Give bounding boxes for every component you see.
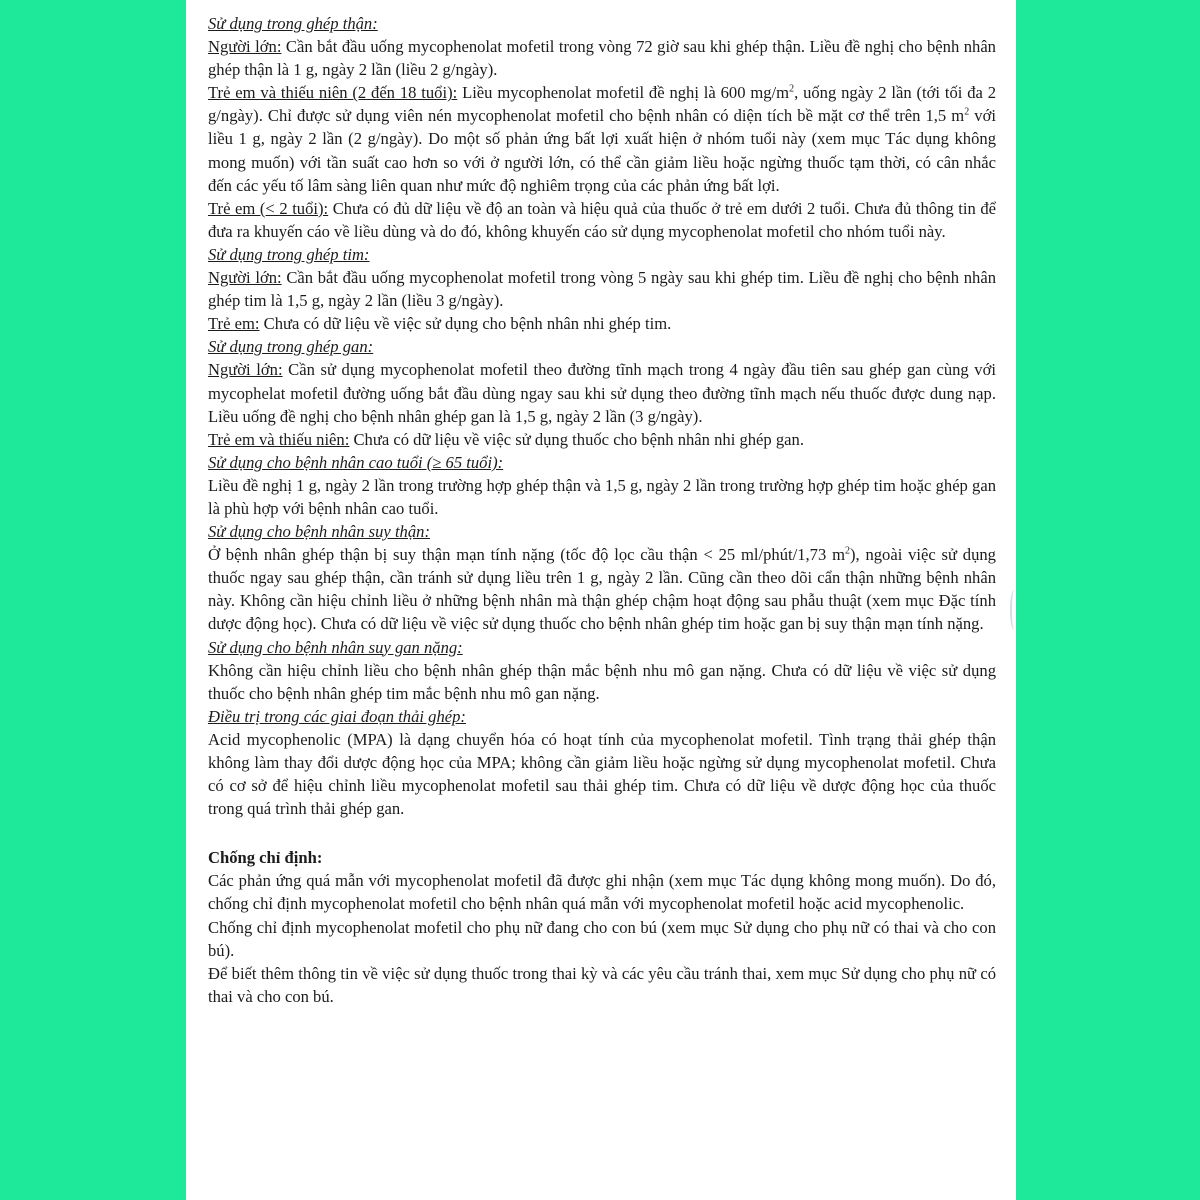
section-heading-hepatic: Sử dụng cho bệnh nhân suy gan nặng:: [208, 637, 463, 657]
paragraph-kidney-child: [208, 197, 996, 243]
heading-contraindications: Chống chỉ định:: [208, 848, 323, 868]
text-kidney-teen-c: với liều 1 g, ngày 2 lần (2 g/ngày). Do một số phản ứng bất lợi xuất hiện ở nhóm tuổi này (xem mục Tác dụng không mong muốn) với tần suất cao hơn so với ở người lớn, có thể cần giảm liều hoặc ngừng thuốc tạm thời, có cân nhắc đến các yếu tố lâm sàng liên quan như mức độ nghiêm trọng của các phản ứng bất lợi.: [208, 106, 996, 195]
superscript: 2: [789, 83, 795, 95]
text-kidney-adult: Cần bắt đầu uống mycophenolat mofetil trong vòng 72 giờ sau khi ghép thận. Liều đề nghị cho bệnh nhân ghép thận là 1 g, ngày 2 lần (liều 2 g/ngày).: [208, 37, 996, 80]
label-teen: Trẻ em và thiếu niên:: [208, 429, 350, 449]
text-liver-adult: Cần sử dụng mycophenolat mofetil theo đường tĩnh mạch trong 4 ngày đầu tiên sau ghép gan cùng với mycophelat mofetil đường uống bắt đầu dùng ngay sau khi sử dụng theo đường tĩnh mạch nếu thuốc được dung nạp. Liều uống đề nghị cho bệnh nhân ghép gan là 1,5 g, ngày 2 lần (3 g/ngày).: [208, 360, 996, 426]
section-heading-kidney: Sử dụng trong ghép thận:: [208, 14, 378, 33]
paragraph-rejection: Acid mycophenolic (MPA) là dạng chuyển hóa có hoạt tính của mycophenolat mofetil. Tình trạng thải ghép thận không làm thay đổi dược động học của MPA; không cần giảm liều hoặc ngừng sử dụng mycophenolat mofetil. Chưa có cơ sở để hiệu chỉnh liều mycophenolat mofetil sau thải ghép tim. Chưa có dữ liệu về dược động học của thuốc trong quá trình thải ghép gan.: [208, 729, 996, 819]
section-spacer: [208, 820, 996, 846]
paragraph-heart-adult: [208, 266, 996, 312]
scan-smudge: [1010, 590, 1016, 630]
label-adult: Người lớn:: [208, 268, 282, 288]
section-heading-heart: Sử dụng trong ghép tim:: [208, 244, 370, 264]
text-liver-teen: Chưa có dữ liệu về việc sử dụng thuốc cho bệnh nhân nhi ghép gan.: [349, 429, 804, 449]
paragraph-heart-child: [208, 312, 996, 335]
paragraph-liver-teen: [208, 428, 996, 451]
text-kidney-child: Chưa có đủ dữ liệu về độ an toàn và hiệu quả của thuốc ở trẻ em dưới 2 tuổi. Chưa đủ thông tin để đưa ra khuyến cáo về liều dùng và do đó, không khuyến cáo sử dụng mycophenolat mofetil cho nhóm tuổi này.: [208, 198, 996, 241]
section-heading-liver: Sử dụng trong ghép gan:: [208, 337, 374, 357]
label-adult: Người lớn:: [208, 360, 283, 380]
text-kidney-teen-a: Liều mycophenolat mofetil đề nghị là 600 mg/m: [457, 83, 790, 103]
label-adult: Người lớn:: [208, 37, 282, 57]
label-child: Trẻ em (< 2 tuổi):: [208, 198, 329, 218]
paragraph-contra-3: Để biết thêm thông tin về việc sử dụng thuốc trong thai kỳ và các yêu cầu tránh thai, xem mục Sử dụng cho phụ nữ có thai và cho con bú.: [208, 963, 996, 1006]
superscript: 2: [964, 106, 970, 118]
text-heart-adult: Cần bắt đầu uống mycophenolat mofetil trong vòng 5 ngày sau khi ghép tim. Liều đề nghị cho bệnh nhân ghép tim là 1,5 g, ngày 2 lần (liều 3 g/ngày).: [208, 268, 996, 311]
paragraph-liver-adult: [208, 358, 996, 427]
paragraph-kidney-adult: [208, 35, 996, 81]
document-body: [208, 12, 996, 1008]
text-heart-child: Chưa có dữ liệu về việc sử dụng cho bệnh nhân nhi ghép tim.: [259, 314, 672, 334]
text-renal-b: ), ngoài việc sử dụng thuốc ngay sau ghép thận, cần tránh sử dụng liều trên 1 g, ngày 2 lần. Cũng cần theo dõi cẩn thận những bệnh nhân này. Không cần hiệu chỉnh liều ở những bệnh nhân mà thận ghép chậm hoạt động sau phẫu thuật (xem mục Đặc tính dược động học). Chưa có dữ liệu về việc sử dụng thuốc cho bệnh nhân ghép tim hoặc gan bị suy thận mạn tính nặng.: [208, 545, 996, 634]
section-heading-renal: Sử dụng cho bệnh nhân suy thận:: [208, 522, 430, 542]
label-child: Trẻ em:: [208, 314, 260, 334]
paragraph-contra-1: Các phản ứng quá mẫn với mycophenolat mofetil đã được ghi nhận (xem mục Tác dụng không mong muốn). Do đó, chống chỉ định mycophenolat mofetil cho bệnh nhân quá mẫn với mycophenolat mofetil hoặc acid mycophenolic.: [208, 871, 996, 914]
paragraph-hepatic: Không cần hiệu chỉnh liều cho bệnh nhân ghép thận mắc bệnh nhu mô gan nặng. Chưa có dữ liệu về việc sử dụng thuốc cho bệnh nhân ghép tim mắc bệnh nhu mô gan nặng.: [208, 660, 996, 703]
superscript: 2: [844, 545, 850, 557]
paragraph-renal: [208, 543, 996, 635]
label-teen: Trẻ em và thiếu niên (2 đến 18 tuổi):: [208, 83, 458, 103]
paragraph-elderly: Liều đề nghị 1 g, ngày 2 lần trong trường hợp ghép thận và 1,5 g, ngày 2 lần trong trường hợp ghép tim hoặc ghép gan là phù hợp với bệnh nhân cao tuổi.: [208, 475, 996, 518]
text-renal-a: Ở bệnh nhân ghép thận bị suy thận mạn tính nặng (tốc độ lọc cầu thận < 25 ml/phút/1,73 m: [208, 545, 845, 565]
paragraph-kidney-teen: [208, 81, 996, 196]
document-page: [186, 0, 1016, 1200]
section-heading-elderly: Sử dụng cho bệnh nhân cao tuổi (≥ 65 tuổi):: [208, 452, 504, 472]
paragraph-contra-2: Chống chỉ định mycophenolat mofetil cho phụ nữ đang cho con bú (xem mục Sử dụng cho phụ nữ có thai và cho con bú).: [208, 917, 996, 960]
text-kidney-teen-b: , uống ngày 2 lần (tới tối đa 2 g/ngày). Chỉ được sử dụng viên nén mycophenolat mofetil cho bệnh nhân có diện tích bề mặt cơ thể trên 1,5 m: [208, 83, 996, 126]
section-heading-rejection: Điều trị trong các giai đoạn thải ghép:: [208, 706, 466, 726]
